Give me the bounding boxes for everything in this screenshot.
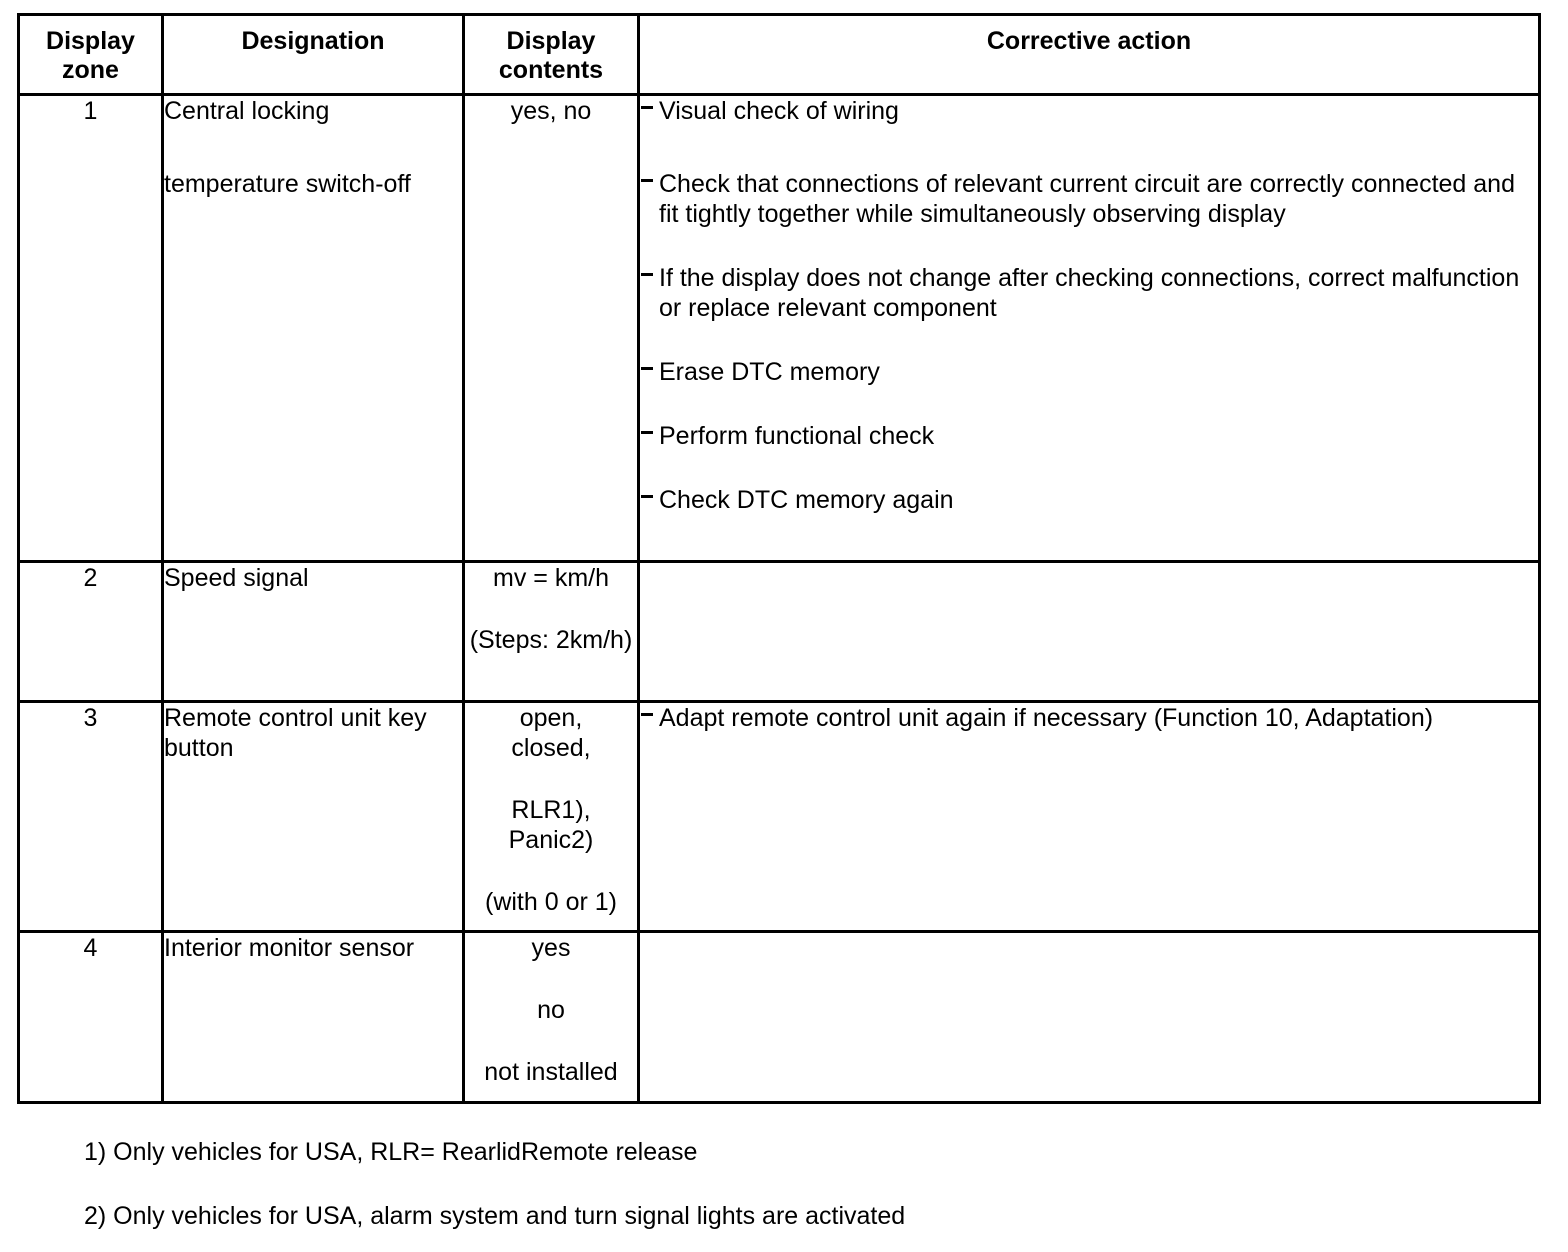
contents-line: yes, no <box>510 97 592 125</box>
table-row <box>19 932 1540 1103</box>
contents-line: no <box>537 996 565 1024</box>
footnote: 2) Only vehicles for USA, alarm system and turn signal lights are activated <box>84 1202 906 1230</box>
header-display-contents: Display contents <box>464 15 639 95</box>
designation-line: temperature switch-off <box>164 170 411 198</box>
designation-line: Remote control unit key button <box>164 704 427 762</box>
dash-bullet-icon <box>640 703 659 733</box>
action-text: Visual check of wiring <box>659 97 899 125</box>
contents-line: mv = km/h <box>493 564 609 592</box>
footnotes <box>84 1137 905 1231</box>
table-row <box>19 702 1540 932</box>
action-item <box>640 169 1538 229</box>
designation-cell <box>163 95 464 562</box>
action-text: If the display does not change after checking connections, correct malfunction or replace relevant component <box>659 264 1520 322</box>
table-row <box>19 562 1540 702</box>
designation-line: Interior monitor sensor <box>164 934 415 962</box>
contents-cell <box>464 95 639 562</box>
action-item <box>640 421 1538 451</box>
contents-line: yes <box>531 934 571 962</box>
dash-bullet-icon <box>640 357 659 387</box>
designation-cell <box>163 932 464 1103</box>
action-item <box>640 357 1538 387</box>
contents-line: not installed <box>484 1058 618 1086</box>
action-item <box>640 703 1538 733</box>
contents-line: (Steps: 2km/h) <box>469 626 633 654</box>
action-item <box>640 96 1538 126</box>
designation-line: Central locking <box>164 97 330 125</box>
contents-cell <box>464 932 639 1103</box>
action-text: Adapt remote control unit again if necessary (Function 10, Adaptation) <box>659 704 1434 732</box>
zone-cell: 3 <box>19 702 163 932</box>
header-designation: Designation <box>163 15 464 95</box>
action-item <box>640 485 1538 515</box>
contents-cell <box>464 562 639 702</box>
designation-cell <box>163 562 464 702</box>
contents-line: open, closed, <box>511 704 591 762</box>
header-corrective-action: Corrective action <box>639 15 1540 95</box>
table-row <box>19 95 1540 562</box>
footnote: 1) Only vehicles for USA, RLR= RearlidRemote release <box>84 1138 698 1166</box>
dash-bullet-icon <box>640 96 659 126</box>
dash-bullet-icon <box>640 421 659 451</box>
contents-cell <box>464 702 639 932</box>
zone-cell: 2 <box>19 562 163 702</box>
contents-line: (with 0 or 1) <box>485 888 617 916</box>
header-row <box>19 15 1540 95</box>
action-item <box>640 263 1538 323</box>
dash-bullet-icon <box>640 169 659 229</box>
action-text: Erase DTC memory <box>659 358 880 386</box>
actions-cell <box>639 95 1540 562</box>
dash-bullet-icon <box>640 485 659 515</box>
diagnostic-table <box>17 13 1541 1104</box>
zone-cell: 1 <box>19 95 163 562</box>
actions-cell <box>639 932 1540 1103</box>
designation-cell <box>163 702 464 932</box>
action-text: Check DTC memory again <box>659 486 954 514</box>
header-display-zone: Display zone <box>19 15 163 95</box>
actions-cell <box>639 702 1540 932</box>
zone-cell: 4 <box>19 932 163 1103</box>
contents-line: RLR1), Panic2) <box>508 796 594 854</box>
action-text: Check that connections of relevant current circuit are correctly connected and fit tightly together while simultaneously observing display <box>659 170 1515 228</box>
designation-line: Speed signal <box>164 564 309 592</box>
dash-bullet-icon <box>640 263 659 323</box>
action-text: Perform functional check <box>659 422 935 450</box>
actions-cell <box>639 562 1540 702</box>
